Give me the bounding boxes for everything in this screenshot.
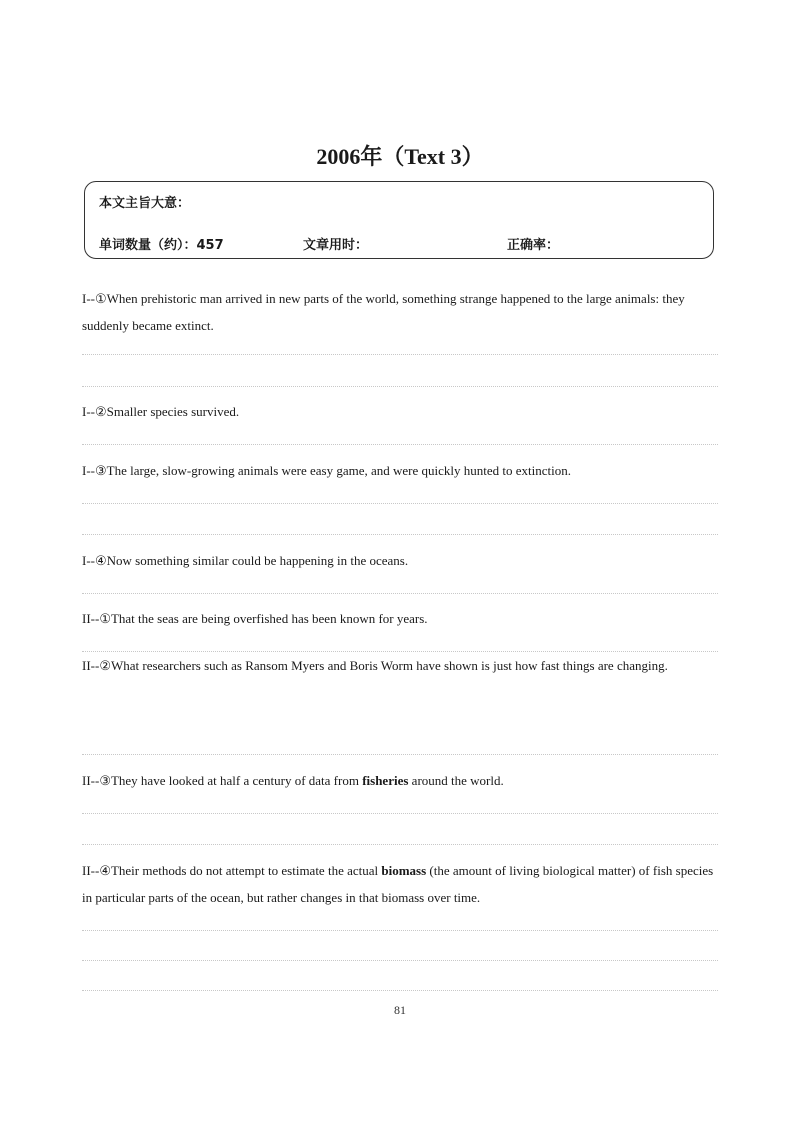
- answer-line: [82, 386, 718, 387]
- answer-line: [82, 813, 718, 814]
- sentence-2-1: II--①That the seas are being overfished has been known for years.: [82, 611, 428, 626]
- answer-line: [82, 503, 718, 504]
- sentence-1-3: I--③The large, slow-growing animals were easy game, and were quickly hunted to extinction.: [82, 463, 572, 478]
- sentence-2-2: II--②What researchers such as Ransom Myers and Boris Worm have shown is just how fast things are changing.: [82, 658, 668, 673]
- answer-line: [82, 754, 718, 755]
- answer-line: [82, 930, 718, 931]
- accuracy-label: 正确率：: [507, 238, 560, 253]
- main-idea-label: 本文主旨大意：: [99, 196, 191, 211]
- page-title: 2006年（Text 3）: [316, 144, 484, 169]
- page-number: 81: [394, 1003, 406, 1017]
- word-count-label: 单词数量（约）：457: [99, 238, 224, 253]
- sentence-1-4: I--④Now something similar could be happening in the oceans.: [82, 553, 409, 568]
- reading-time-label: 文章用时：: [303, 238, 369, 253]
- sentence-2-4: II--④Their methods do not attempt to estimate the actual biomass (the amount of living biological matter) of fish species in particular parts of the ocean, but rather changes in that biomass over time.: [82, 863, 714, 905]
- sentence-1-2: I--②Smaller species survived.: [82, 404, 240, 419]
- keyword-biomass: biomass: [381, 863, 427, 878]
- answer-line: [82, 844, 718, 845]
- answer-line: [82, 534, 718, 535]
- keyword-fisheries: fisheries: [362, 773, 409, 788]
- answer-line: [82, 593, 718, 594]
- answer-line: [82, 354, 718, 355]
- answer-line: [82, 444, 718, 445]
- article-info-box: [84, 181, 714, 259]
- answer-line: [82, 990, 718, 991]
- sentence-1-1: I--①When prehistoric man arrived in new parts of the world, something strange happened to the large animals: they suddenly became extinct.: [82, 291, 685, 333]
- answer-line: [82, 960, 718, 961]
- sentence-2-3: II--③They have looked at half a century of data from fisheries around the world.: [82, 773, 504, 788]
